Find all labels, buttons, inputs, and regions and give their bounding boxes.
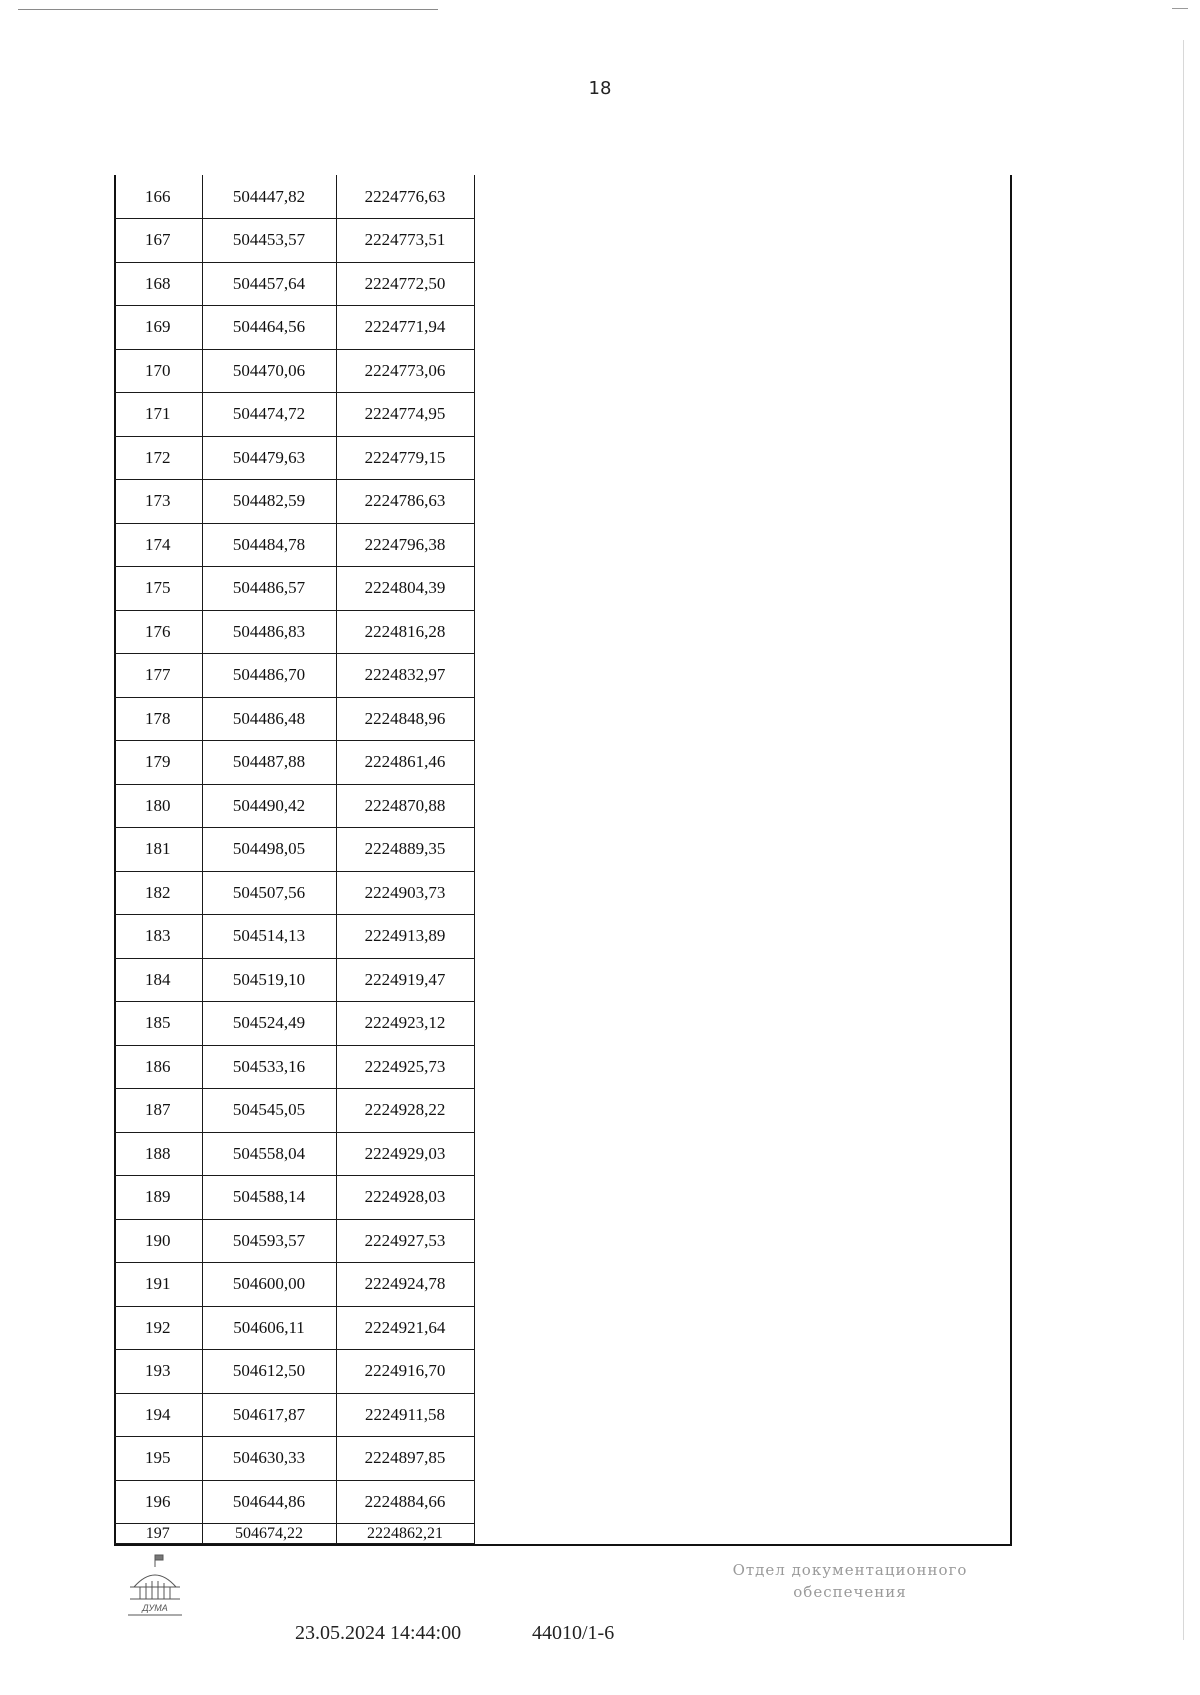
x-coordinate-cell: 504630,33 <box>202 1437 336 1481</box>
y-coordinate-cell: 2224919,47 <box>336 958 474 1002</box>
x-coordinate-cell: 504486,57 <box>202 567 336 611</box>
table-row <box>114 1002 474 1046</box>
x-coordinate-cell: 504593,57 <box>202 1219 336 1263</box>
y-coordinate-cell: 2224924,78 <box>336 1263 474 1307</box>
table-row <box>114 1089 474 1133</box>
table-row <box>114 349 474 393</box>
y-coordinate-cell: 2224925,73 <box>336 1045 474 1089</box>
point-number-cell: 196 <box>114 1480 202 1524</box>
point-number-cell: 187 <box>114 1089 202 1133</box>
point-number-cell: 195 <box>114 1437 202 1481</box>
y-coordinate-cell: 2224832,97 <box>336 654 474 698</box>
table-row <box>114 741 474 785</box>
point-number-cell: 188 <box>114 1132 202 1176</box>
table-row <box>114 1480 474 1524</box>
y-coordinate-cell: 2224870,88 <box>336 784 474 828</box>
y-coordinate-cell: 2224921,64 <box>336 1306 474 1350</box>
y-coordinate-cell: 2224889,35 <box>336 828 474 872</box>
table-row <box>114 306 474 350</box>
table-row <box>114 219 474 263</box>
coordinates-table <box>114 175 475 1544</box>
footer-timestamp: 23.05.2024 14:44:00 <box>295 1622 462 1644</box>
y-coordinate-cell: 2224771,94 <box>336 306 474 350</box>
table-row <box>114 1263 474 1307</box>
point-number-cell: 179 <box>114 741 202 785</box>
point-number-cell: 194 <box>114 1393 202 1437</box>
x-coordinate-cell: 504600,00 <box>202 1263 336 1307</box>
table-row <box>114 784 474 828</box>
y-coordinate-cell: 2224911,58 <box>336 1393 474 1437</box>
x-coordinate-cell: 504507,56 <box>202 871 336 915</box>
table-row <box>114 1176 474 1220</box>
x-coordinate-cell: 504482,59 <box>202 480 336 524</box>
y-coordinate-cell: 2224779,15 <box>336 436 474 480</box>
logo-lettering: ДУМА <box>142 1603 168 1613</box>
table-row <box>114 1219 474 1263</box>
y-coordinate-cell: 2224928,22 <box>336 1089 474 1133</box>
top-right-mark <box>1172 8 1188 9</box>
x-coordinate-cell: 504588,14 <box>202 1176 336 1220</box>
table-row <box>114 480 474 524</box>
top-scan-rule <box>18 9 438 10</box>
point-number-cell: 189 <box>114 1176 202 1220</box>
y-coordinate-cell: 2224772,50 <box>336 262 474 306</box>
point-number-cell: 193 <box>114 1350 202 1394</box>
x-coordinate-cell: 504479,63 <box>202 436 336 480</box>
point-number-cell: 190 <box>114 1219 202 1263</box>
point-number-cell: 197 <box>114 1524 202 1544</box>
point-number-cell: 191 <box>114 1263 202 1307</box>
y-coordinate-cell: 2224862,21 <box>336 1524 474 1544</box>
point-number-cell: 168 <box>114 262 202 306</box>
y-coordinate-cell: 2224804,39 <box>336 567 474 611</box>
point-number-cell: 184 <box>114 958 202 1002</box>
point-number-cell: 171 <box>114 393 202 437</box>
x-coordinate-cell: 504457,64 <box>202 262 336 306</box>
department-stamp <box>700 1559 1000 1603</box>
table-row <box>114 567 474 611</box>
x-coordinate-cell: 504486,83 <box>202 610 336 654</box>
table-row <box>114 610 474 654</box>
stamp-line-2: обеспечения <box>793 1583 907 1601</box>
y-coordinate-cell: 2224913,89 <box>336 915 474 959</box>
y-coordinate-cell: 2224796,38 <box>336 523 474 567</box>
y-coordinate-cell: 2224916,70 <box>336 1350 474 1394</box>
x-coordinate-cell: 504474,72 <box>202 393 336 437</box>
x-coordinate-cell: 504498,05 <box>202 828 336 872</box>
x-coordinate-cell: 504545,05 <box>202 1089 336 1133</box>
point-number-cell: 169 <box>114 306 202 350</box>
y-coordinate-cell: 2224773,06 <box>336 349 474 393</box>
table-row <box>114 828 474 872</box>
stamp-line-1: Отдел документационного <box>732 1561 968 1579</box>
point-number-cell: 167 <box>114 219 202 263</box>
table-row <box>114 1393 474 1437</box>
point-number-cell: 177 <box>114 654 202 698</box>
point-number-cell: 172 <box>114 436 202 480</box>
y-coordinate-cell: 2224884,66 <box>336 1480 474 1524</box>
point-number-cell: 180 <box>114 784 202 828</box>
y-coordinate-cell: 2224927,53 <box>336 1219 474 1263</box>
y-coordinate-cell: 2224776,63 <box>336 175 474 219</box>
point-number-cell: 183 <box>114 915 202 959</box>
point-number-cell: 175 <box>114 567 202 611</box>
x-coordinate-cell: 504606,11 <box>202 1306 336 1350</box>
x-coordinate-cell: 504486,70 <box>202 654 336 698</box>
point-number-cell: 186 <box>114 1045 202 1089</box>
table-row <box>114 523 474 567</box>
x-coordinate-cell: 504470,06 <box>202 349 336 393</box>
table-row <box>114 262 474 306</box>
table-row <box>114 915 474 959</box>
coordinates-table-body <box>114 175 474 1544</box>
y-coordinate-cell: 2224773,51 <box>336 219 474 263</box>
point-number-cell: 178 <box>114 697 202 741</box>
table-row <box>114 871 474 915</box>
x-coordinate-cell: 504533,16 <box>202 1045 336 1089</box>
x-coordinate-cell: 504612,50 <box>202 1350 336 1394</box>
table-row <box>114 958 474 1002</box>
page-number: 18 <box>588 78 612 99</box>
x-coordinate-cell: 504524,49 <box>202 1002 336 1046</box>
table-row <box>114 436 474 480</box>
x-coordinate-cell: 504487,88 <box>202 741 336 785</box>
y-coordinate-cell: 2224923,12 <box>336 1002 474 1046</box>
scan-edge-line <box>1183 40 1184 1640</box>
point-number-cell: 192 <box>114 1306 202 1350</box>
x-coordinate-cell: 504447,82 <box>202 175 336 219</box>
table-row <box>114 1045 474 1089</box>
x-coordinate-cell: 504490,42 <box>202 784 336 828</box>
point-number-cell: 176 <box>114 610 202 654</box>
point-number-cell: 182 <box>114 871 202 915</box>
y-coordinate-cell: 2224861,46 <box>336 741 474 785</box>
point-number-cell: 174 <box>114 523 202 567</box>
y-coordinate-cell: 2224928,03 <box>336 1176 474 1220</box>
point-number-cell: 166 <box>114 175 202 219</box>
table-row <box>114 393 474 437</box>
table-row <box>114 1350 474 1394</box>
x-coordinate-cell: 504484,78 <box>202 523 336 567</box>
x-coordinate-cell: 504519,10 <box>202 958 336 1002</box>
table-row <box>114 1132 474 1176</box>
y-coordinate-cell: 2224897,85 <box>336 1437 474 1481</box>
x-coordinate-cell: 504617,87 <box>202 1393 336 1437</box>
y-coordinate-cell: 2224786,63 <box>336 480 474 524</box>
x-coordinate-cell: 504453,57 <box>202 219 336 263</box>
point-number-cell: 185 <box>114 1002 202 1046</box>
duma-building-logo-icon <box>126 1553 184 1617</box>
table-row <box>114 697 474 741</box>
x-coordinate-cell: 504558,04 <box>202 1132 336 1176</box>
table-row <box>114 1306 474 1350</box>
point-number-cell: 173 <box>114 480 202 524</box>
point-number-cell: 181 <box>114 828 202 872</box>
table-row <box>114 1524 474 1544</box>
x-coordinate-cell: 504486,48 <box>202 697 336 741</box>
point-number-cell: 170 <box>114 349 202 393</box>
y-coordinate-cell: 2224774,95 <box>336 393 474 437</box>
x-coordinate-cell: 504674,22 <box>202 1524 336 1544</box>
footer-document-code: 44010/1-6 <box>532 1622 615 1644</box>
y-coordinate-cell: 2224929,03 <box>336 1132 474 1176</box>
table-row <box>114 1437 474 1481</box>
y-coordinate-cell: 2224816,28 <box>336 610 474 654</box>
x-coordinate-cell: 504464,56 <box>202 306 336 350</box>
x-coordinate-cell: 504644,86 <box>202 1480 336 1524</box>
table-row <box>114 654 474 698</box>
x-coordinate-cell: 504514,13 <box>202 915 336 959</box>
y-coordinate-cell: 2224903,73 <box>336 871 474 915</box>
table-row <box>114 175 474 219</box>
y-coordinate-cell: 2224848,96 <box>336 697 474 741</box>
